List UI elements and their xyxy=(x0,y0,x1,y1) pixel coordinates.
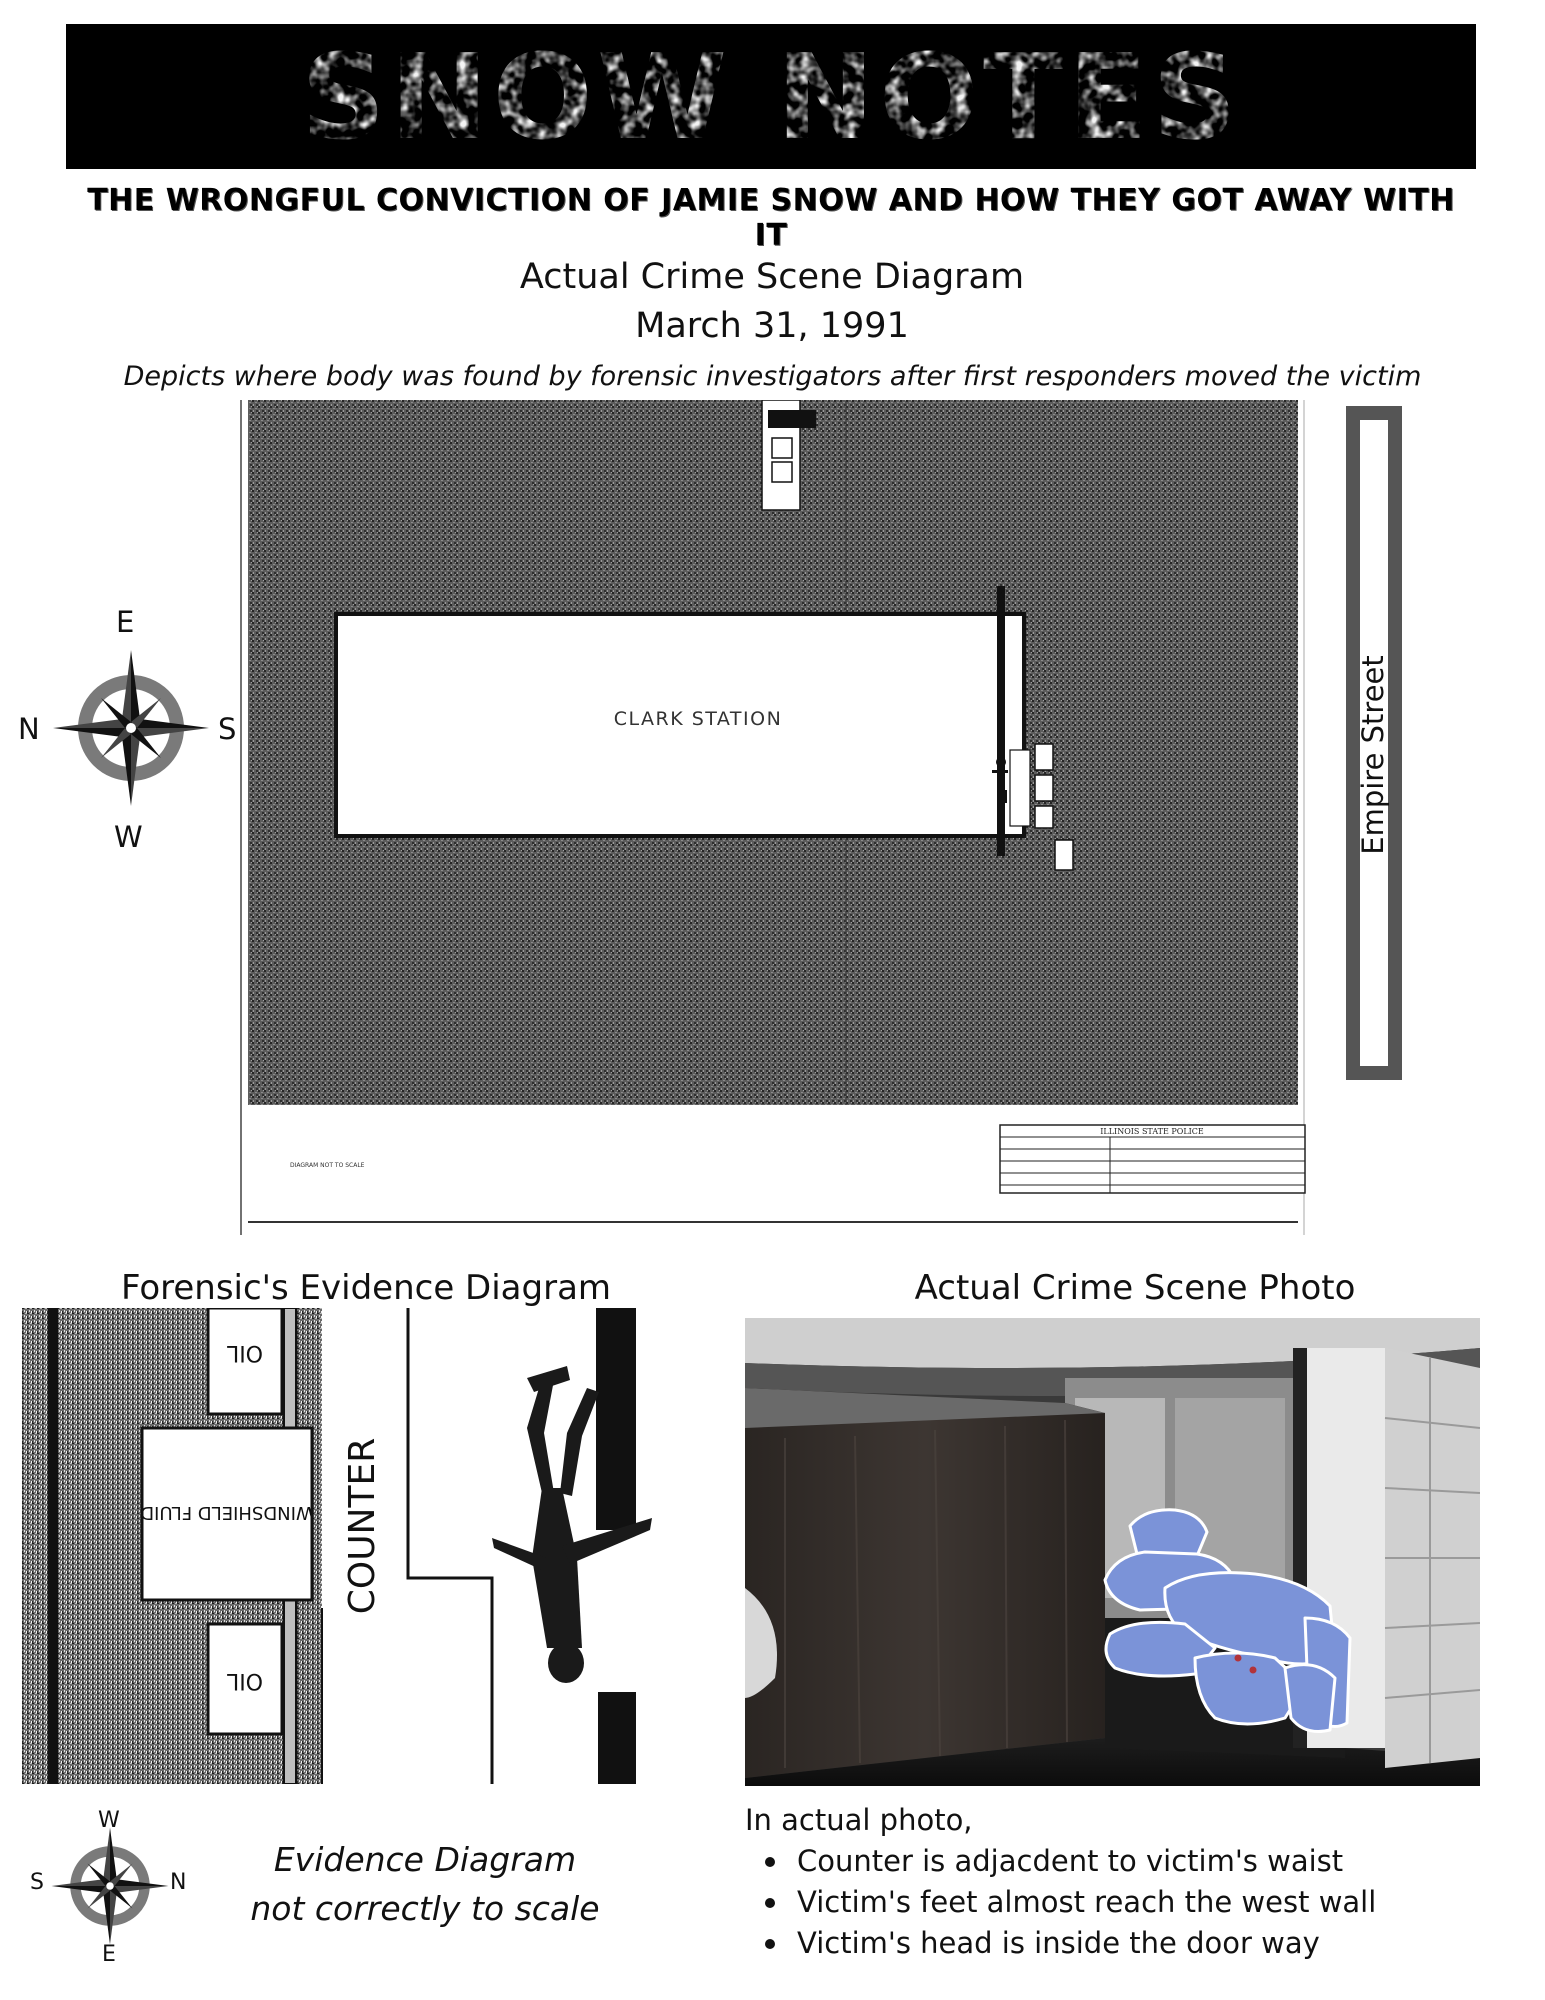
scale-note: DIAGRAM NOT TO SCALE xyxy=(290,1162,365,1169)
main-diagram-date: March 31, 1991 xyxy=(635,306,909,346)
crime-scene-diagram xyxy=(240,400,1310,1235)
compass-rose-icon-small xyxy=(50,1826,170,1946)
empire-street-label-wrap xyxy=(1345,540,1401,970)
windshield-label: WINDSHIELD FLUID xyxy=(140,1502,314,1523)
evidence-compass xyxy=(30,1808,187,1978)
oil-label-bottom: OIL xyxy=(226,1668,264,1693)
building-label: CLARK STATION xyxy=(613,708,783,730)
evidence-compass-bottom: E xyxy=(102,1942,116,1967)
compass-top-letter: E xyxy=(116,605,135,639)
empire-street-label: Empire Street xyxy=(1356,655,1391,855)
main-compass xyxy=(18,605,237,854)
main-diagram-title: Actual Crime Scene Diagram xyxy=(519,257,1025,297)
evidence-caption-line1: Evidence Diagram xyxy=(273,1840,577,1879)
photo-notes xyxy=(745,1800,1505,1964)
evidence-diagram xyxy=(22,1308,664,1784)
photo-note-item: Victim's head is inside the door way xyxy=(745,1923,1505,1964)
photo-note-item: Victim's feet almost reach the west wall xyxy=(745,1882,1505,1923)
main-diagram-caption: Depicts where body was found by forensic investigators after first responders moved the victim xyxy=(123,361,1422,392)
photo-notes-intro: In actual photo, xyxy=(745,1803,973,1837)
evidence-compass-top: W xyxy=(98,1808,120,1833)
compass-left-letter: N xyxy=(18,712,40,746)
banner-title: SNOW NOTES xyxy=(300,27,1242,166)
title-block xyxy=(1000,1125,1305,1193)
evidence-compass-left: S xyxy=(30,1870,44,1895)
photo-note-item: Counter is adjacdent to victim's waist xyxy=(745,1841,1505,1882)
door-wall-top xyxy=(596,1308,636,1530)
oil-label-top: OIL xyxy=(226,1340,264,1365)
title-banner xyxy=(66,24,1476,169)
counter-label: COUNTER xyxy=(342,1437,383,1615)
evidence-caption-line2: not correctly to scale xyxy=(250,1889,600,1928)
title-block-heading: ILLINOIS STATE POLICE xyxy=(1100,1127,1204,1136)
compass-bottom-letter: W xyxy=(114,820,143,854)
banner-subtitle: THE WRONGFUL CONVICTION OF JAMIE SNOW AND HOW THEY GOT AWAY WITH IT xyxy=(87,183,1455,253)
evidence-diagram-title: Forensic's Evidence Diagram xyxy=(120,1268,612,1308)
photo-title: Actual Crime Scene Photo xyxy=(914,1268,1356,1308)
crime-scene-photo xyxy=(745,1318,1480,1786)
door-wall-bottom xyxy=(598,1692,636,1784)
compass-rose-icon xyxy=(51,648,211,808)
compass-right-letter: S xyxy=(218,712,237,746)
photo-notes-list xyxy=(745,1841,1505,1964)
evidence-compass-right: N xyxy=(170,1870,187,1895)
